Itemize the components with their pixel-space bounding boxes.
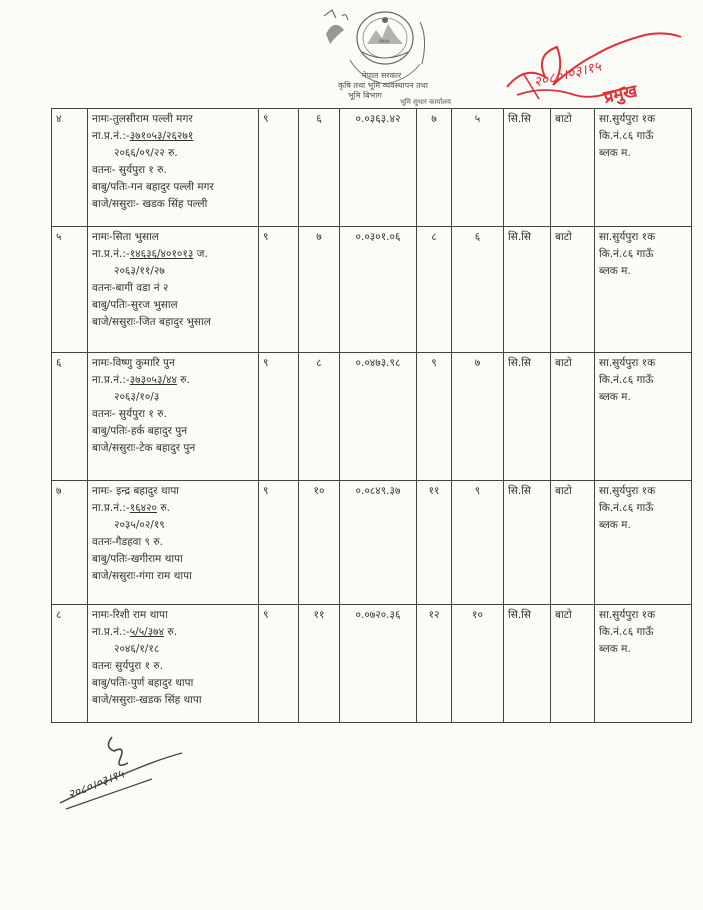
previous-record-line-2: कि.नं.८६ गाऊँ [599,248,654,260]
col-plot [299,227,340,353]
person-details-cell [88,109,259,227]
citizenship-prefix: ना.प्र.नं.:- [92,626,130,638]
table-row [52,109,692,227]
father-spouse: बाबु/पतिः-हर्क बहादुर पुन [92,425,188,437]
citizenship-prefix: ना.प्र.नं.:- [92,248,130,260]
type-value: सि.सि [508,609,531,621]
col-type [504,109,551,227]
plot-value: ११ [313,609,325,621]
table-row [52,353,692,481]
previous-record-line-3: ब्लक म. [599,391,631,403]
col-previous-record [595,353,692,481]
seal-text-line-4: भूमि सुधार कार्यालय [400,98,451,106]
person-name: नामः- इन्द्र बहादुर थापा [92,485,179,497]
col-boundary [551,227,595,353]
previous-record-line-1: सा.सुर्यपुरा १क [599,609,656,621]
citizenship-suffix: ज. [193,248,208,260]
citizenship-prefix: ना.प्र.नं.:- [92,130,130,142]
area-value: ०.०४७३.९८ [355,357,401,369]
grandfather-father-in-law: बाजे/ससुराः- खडक सिंह पल्ली [92,198,208,210]
col-number-b [452,481,504,605]
col-number-b [452,109,504,227]
previous-record-line-1: सा.सुर्यपुरा १क [599,357,656,369]
citizenship-suffix: रु. [176,374,190,386]
issue-date: २०६३/१०/३ [114,391,160,403]
person-details-cell [88,481,259,605]
col-ward [259,605,299,723]
number-a-value: १२ [428,609,440,621]
serial-number: ६ [56,357,62,369]
father-spouse: बाबु/पतिः-गन बहादुर पल्ली मगर [92,181,214,193]
table-row [52,605,692,723]
col-number-a [417,353,452,481]
number-b-value: ६ [474,231,481,243]
col-area [340,481,417,605]
ward-value: ९ [263,609,269,621]
number-b-value: ७ [474,357,481,369]
person-details-cell [88,605,259,723]
grandfather-father-in-law: बाजे/ससुराः-खडक सिंह थापा [92,694,202,706]
type-value: सि.सि [508,231,531,243]
previous-record-line-3: ब्लक म. [599,519,631,531]
citizenship-prefix: ना.प्र.नं.:- [92,374,130,386]
type-value: सि.सि [508,357,531,369]
col-boundary [551,605,595,723]
col-area [340,353,417,481]
citizenship-line [92,372,254,389]
ward-value: ९ [263,113,269,125]
boundary-value: बाटो [555,231,572,243]
issue-date: २०३५/०२/१९ [114,519,165,531]
citizenship-suffix: रु. [164,626,178,638]
person-name: नामः-सिता भुसाल [92,231,159,243]
number-a-value: ७ [431,113,437,125]
previous-record-line-1: सा.सुर्यपुरा १क [599,231,656,243]
land-record-table [51,108,692,723]
col-previous-record [595,109,692,227]
person-name: नामः-विष्णु कुमारि पुन [92,357,175,369]
citizenship-prefix: ना.प्र.नं.:- [92,502,130,514]
col-area [340,109,417,227]
serial-number: ७ [56,485,62,497]
boundary-value: बाटो [555,113,572,125]
address: वतनः-बागी वडा नं २ [92,282,169,294]
seal-center-text: नेपाल [379,39,390,45]
bottom-signature-date: २०८०।०३।१५ [65,766,126,802]
plot-value: ७ [316,231,322,243]
table-row [52,481,692,605]
citizenship-number: १४६३६/४०१०१३ [129,248,194,260]
col-area [340,605,417,723]
col-plot [299,605,340,723]
col-type [504,481,551,605]
number-a-value: ८ [431,231,437,243]
col-number-b [452,227,504,353]
number-a-value: ९ [431,357,437,369]
previous-record-line-2: कि.नं.८६ गाऊँ [599,626,654,638]
ward-value: ९ [263,357,269,369]
citizenship-suffix: रु. [157,502,170,514]
previous-record-line-1: सा.सुर्यपुरा १क [599,485,656,497]
number-b-value: ५ [474,113,481,125]
col-plot [299,109,340,227]
col-area [340,227,417,353]
citizenship-line [92,624,254,641]
serial-number-cell [52,481,88,605]
father-spouse: बाबु/पतिः-पुर्ण बहादुर थापा [92,677,194,689]
grandfather-father-in-law: बाजे/ससुराः-जित बहादुर भुसाल [92,316,211,328]
previous-record-line-2: कि.नं.८६ गाऊँ [599,130,654,142]
issue-date: २०६३/११/२७ [114,265,165,277]
plot-value: ८ [316,357,322,369]
red-signature-date: २०८०।०३।१५ [532,58,603,91]
address: वतनः सुर्यपुरा १ रु. [92,660,164,672]
col-boundary [551,481,595,605]
col-type [504,227,551,353]
previous-record-line-1: सा.सुर्यपुरा १क [599,113,656,125]
col-plot [299,481,340,605]
address: वतनः-गैडहवा ९ रु. [92,536,163,548]
previous-record-line-2: कि.नं.८६ गाऊँ [599,502,654,514]
red-signature-title: प्रमुख [601,81,640,108]
citizenship-line [92,128,254,145]
citizenship-number: ३७३०५३/४४ [129,374,177,386]
father-spouse: बाबु/पतिः-सुरज भुसाल [92,299,178,311]
area-value: ०.०८४९.३७ [355,485,401,497]
col-number-a [417,227,452,353]
citizenship-line [92,246,254,263]
boundary-value: बाटो [555,485,572,497]
citizenship-number: १६४२० [129,502,158,514]
address: वतनः- सुर्यपुरा १ रु. [92,164,167,176]
citizenship-line [92,500,254,517]
previous-record-line-2: कि.नं.८६ गाऊँ [599,374,654,386]
col-ward [259,227,299,353]
col-ward [259,109,299,227]
red-signature-stamp [505,25,685,115]
area-value: ०.०३६३.४२ [355,113,401,125]
col-type [504,605,551,723]
col-boundary [551,353,595,481]
col-boundary [551,109,595,227]
serial-number: ५ [56,231,62,243]
previous-record-line-3: ब्लक म. [599,643,631,655]
address: वतनः- सुर्यपुरा १ रु. [92,408,167,420]
ward-value: ९ [263,485,269,497]
ward-value: ९ [263,231,269,243]
person-details-cell [88,227,259,353]
col-type [504,353,551,481]
type-value: सि.सि [508,113,531,125]
col-previous-record [595,227,692,353]
person-name: नामः-तुलसीराम पल्ली मगर [92,113,193,125]
citizenship-number: ५/५/३७४ [129,626,165,638]
col-number-a [417,605,452,723]
seal-text-line-2: कृषि तथा भूमि व्यवस्थापन तथा [338,81,428,90]
col-ward [259,481,299,605]
type-value: सि.सि [508,485,531,497]
col-number-a [417,109,452,227]
previous-record-line-3: ब्लक म. [599,265,631,277]
plot-value: ६ [316,113,322,125]
bottom-signature [56,733,186,813]
col-previous-record [595,481,692,605]
area-value: ०.०७२०.३६ [355,609,401,621]
col-ward [259,353,299,481]
serial-number-cell [52,109,88,227]
serial-number-cell [52,353,88,481]
plot-value: १० [313,485,325,497]
col-number-a [417,481,452,605]
col-number-b [452,605,504,723]
issue-date: २०६६/०९/२२ रु. [114,147,178,159]
number-b-value: ९ [474,485,481,497]
father-spouse: बाबु/पतिः-खगीराम थापा [92,553,183,565]
serial-number: ४ [56,113,62,125]
citizenship-number: ३७१०५३/२६२७१ [129,130,194,142]
seal-text-line-3: भूमि बिभाग [348,91,382,100]
col-plot [299,353,340,481]
number-a-value: ११ [428,485,440,497]
serial-number-cell [52,605,88,723]
area-value: ०.०३०१.०६ [355,231,401,243]
person-details-cell [88,353,259,481]
boundary-value: बाटो [555,609,572,621]
table-row [52,227,692,353]
grandfather-father-in-law: बाजे/ससुराः-गंगा राम थापा [92,570,192,582]
boundary-value: बाटो [555,357,572,369]
col-previous-record [595,605,692,723]
previous-record-line-3: ब्लक म. [599,147,631,159]
serial-number-cell [52,227,88,353]
col-number-b [452,353,504,481]
seal-text-line-1: नेपाल सरकार [362,71,402,80]
serial-number: ८ [56,609,62,621]
issue-date: २०४६/१/१८ [114,643,160,655]
person-name: नामः-रिशी राम थापा [92,609,168,621]
number-b-value: १० [472,609,483,621]
grandfather-father-in-law: बाजे/ससुराः-टेक बहादुर पुन [92,442,196,454]
